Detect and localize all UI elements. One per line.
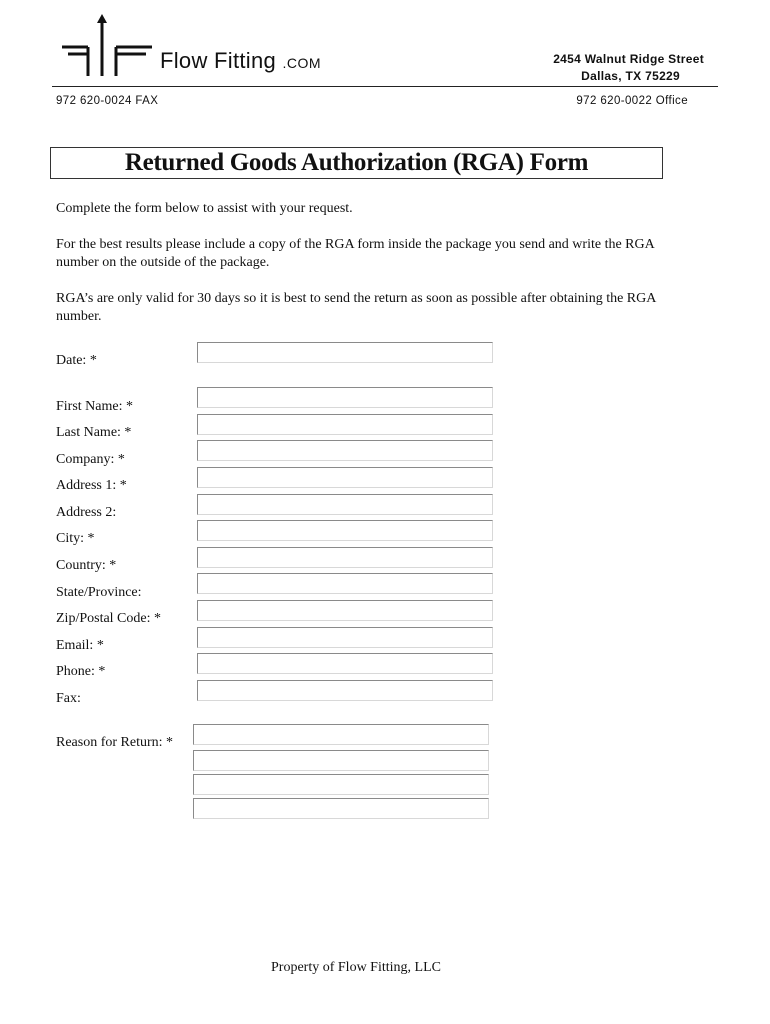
company-field[interactable] (197, 440, 493, 461)
address-2-label: Address 2: (56, 505, 117, 520)
zip-code-label: Zip/Postal Code: * (56, 611, 161, 626)
last-name-field[interactable] (197, 414, 493, 435)
zip-code-field[interactable] (197, 600, 493, 621)
country-field[interactable] (197, 547, 493, 568)
form-title: Returned Goods Authorization (RGA) Form (124, 149, 589, 176)
email-label: Email: * (56, 638, 104, 653)
phone-label: Phone: * (56, 664, 106, 679)
intro-text: Complete the form below to assist with your request. (56, 201, 353, 216)
email-field[interactable] (197, 627, 493, 648)
brand-name-text: Flow Fitting (160, 48, 277, 73)
header-divider (52, 86, 718, 87)
reason-field-line-4[interactable] (193, 798, 489, 819)
address-1-label: Address 1: * (56, 478, 127, 493)
fax-label: Fax: (56, 691, 81, 706)
first-name-label: First Name: * (56, 399, 133, 414)
date-field[interactable] (197, 342, 493, 363)
reason-label: Reason for Return: * (56, 735, 174, 750)
city-label: City: * (56, 531, 95, 546)
state-province-field[interactable] (197, 573, 493, 594)
fax-field[interactable] (197, 680, 493, 701)
address-line-2: Dallas, TX 75229 (581, 69, 680, 83)
flow-fitting-logo-icon (62, 14, 158, 76)
form-title-box (50, 147, 663, 179)
address-line-1: 2454 Walnut Ridge Street (553, 52, 704, 66)
phone-field[interactable] (197, 653, 493, 674)
brand-name (160, 48, 321, 74)
reason-field-line-2[interactable] (193, 750, 489, 771)
brand-suffix: .COM (282, 55, 322, 71)
footer-text: Property of Flow Fitting, LLC (271, 960, 441, 975)
state-province-label: State/Province: (56, 585, 142, 600)
instruction-text-1: For the best results please include a copy of the RGA form inside the package you send and write the RGA number on the outside of the package. (56, 237, 654, 270)
country-label: Country: * (56, 558, 117, 573)
city-field[interactable] (197, 520, 493, 541)
company-label: Company: * (56, 452, 125, 467)
reason-field-line-1[interactable] (193, 724, 489, 745)
address-1-field[interactable] (197, 467, 493, 488)
date-label: Date: * (56, 353, 97, 368)
last-name-label: Last Name: * (56, 425, 132, 440)
address-2-field[interactable] (197, 494, 493, 515)
first-name-field[interactable] (197, 387, 493, 408)
reason-field-line-3[interactable] (193, 774, 489, 795)
fax-number: 972 620-0024 FAX (56, 95, 159, 107)
instruction-text-2: RGA’s are only valid for 30 days so it is best to send the return as soon as possible after obtaining the RGA number. (56, 291, 656, 324)
office-number: 972 620-0022 Office (576, 95, 688, 107)
